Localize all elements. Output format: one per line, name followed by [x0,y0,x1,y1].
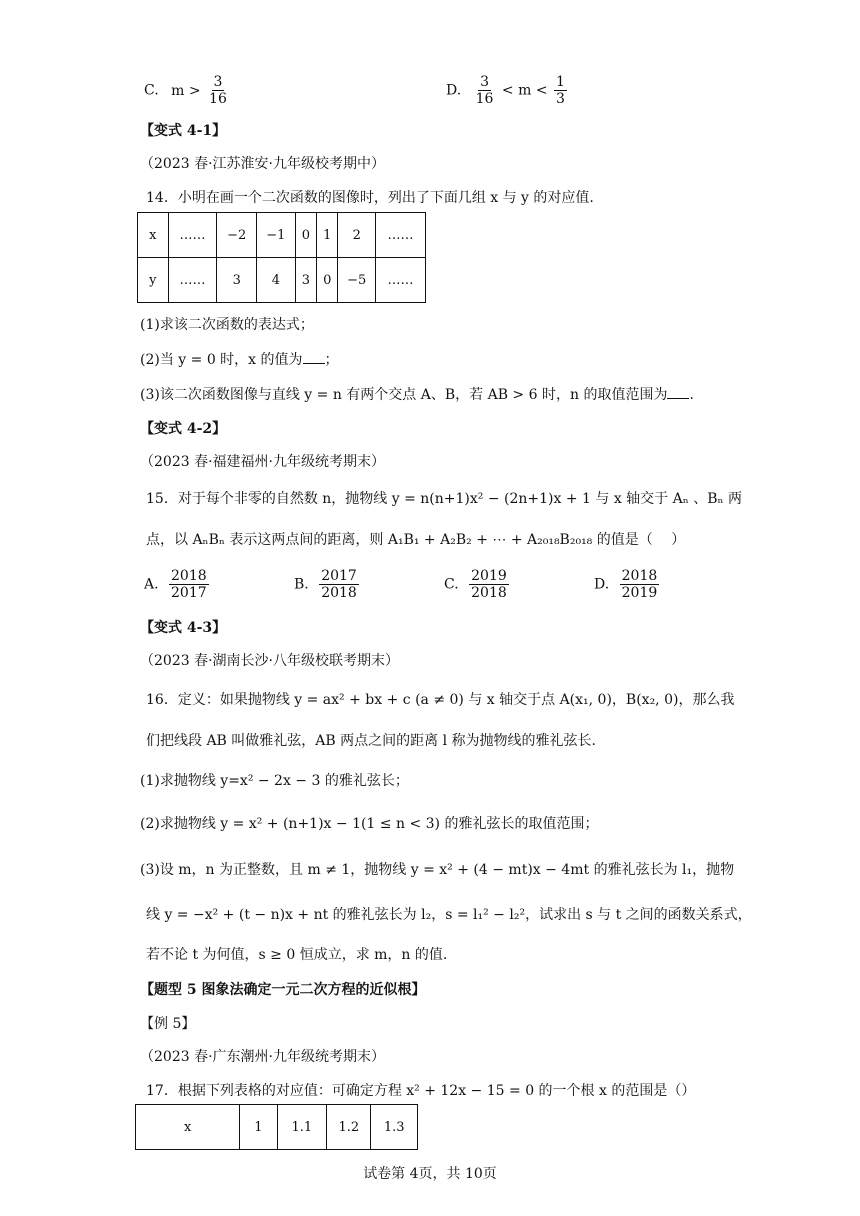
source-note: （2023 春·湖南长沙·八年级校联考期末） [140,653,399,669]
table-cell: x [138,213,169,258]
question-16-line-1: 16．定义：如果抛物线 y = ax² + bx + c (a ≠ 0) 与 x 轴交于点 A(x₁, 0)，B(x₂, 0)，那么我 [146,692,735,708]
denominator: 2017 [171,585,207,602]
option-letter: C. [444,576,459,593]
table-cell: 1.3 [371,1105,418,1150]
question-15-line-1: 15．对于每个非零的自然数 n，抛物线 y = n(n+1)x² − (2n+1)x + 1 与 x 轴交于 Aₙ 、Bₙ 两 [146,491,743,507]
table-cell: y [138,258,169,303]
question-14-stem: 14．小明在画一个二次函数的图像时，列出了下面几组 x 与 y 的对应值. [146,190,594,206]
table-cell: 1.1 [277,1105,327,1150]
source-note: （2023 春·福建福州·九年级统考期末） [140,454,385,470]
option-expr: < m < [501,82,548,99]
table-cell: −1 [257,213,296,258]
option-expr: m > [171,82,201,99]
fraction [169,568,209,601]
table-cell: 1.2 [327,1105,371,1150]
q14-part-2 [140,349,339,369]
numerator: 3 [213,74,223,90]
numerator: 1 [556,74,565,90]
q14-part-3 [140,384,694,404]
table-cell: 1 [317,213,338,258]
table-cell: …… [376,213,426,258]
table-cell: 3 [217,258,257,303]
denominator: 16 [209,91,227,108]
q14-part-3-end: . [689,387,694,403]
variant-heading: 【变式 4-3】 [140,620,227,636]
q15-option-a [144,568,211,601]
answer-blank [667,386,689,399]
table-cell: 0 [295,213,316,258]
q17-table [135,1104,418,1150]
q14-part-2-end: ； [324,352,339,368]
question-17-stem: 17．根据下列表格的对应值：可确定方程 x² + 12x − 15 = 0 的一个根 x 的范围是（） [146,1083,696,1099]
q15-option-b [294,568,361,601]
table-cell: …… [376,258,426,303]
numerator: 3 [480,74,490,90]
numerator: 2018 [621,568,658,584]
denominator: 2018 [321,585,357,602]
table-cell: −5 [338,258,376,303]
table-cell: 0 [317,258,338,303]
variant-heading: 【变式 4-1】 [140,123,227,139]
fraction [469,568,509,601]
option-d-top [446,74,569,107]
q16-part-3-line-2: 线 y = −x² + (t − n)x + nt 的雅礼弦长为 l₂，s = l₁² − l₂²，试求出 s 与 t 之间的函数关系式， [146,907,752,923]
option-c-top [144,74,231,107]
table-row [138,258,426,303]
fraction [620,568,660,601]
q16-part-3-line-3: 若不论 t 为何值，s ≥ 0 恒成立，求 m，n 的值. [146,947,448,963]
denominator: 3 [556,91,565,108]
q15-option-d [594,568,661,601]
q16-part-3-line-1: (3)设 m，n 为正整数，且 m ≠ 1，抛物线 y = x² + (4 − mt)x − 4mt 的雅礼弦长为 l₁，抛物 [140,862,735,878]
source-note: （2023 春·江苏淮安·九年级校考期中） [140,156,385,172]
option-letter: D. [446,82,462,99]
q14-part-1: (1)求该二次函数的表达式； [140,317,314,333]
denominator: 2019 [621,585,658,602]
fraction [554,74,567,107]
variant-heading: 【变式 4-2】 [140,421,227,437]
table-cell: 1 [240,1105,277,1150]
numerator: 2019 [471,568,507,584]
denominator: 2018 [471,585,507,602]
table-cell: x [136,1105,240,1150]
table-cell: …… [168,213,217,258]
table-cell: 3 [295,258,316,303]
option-letter: C. [144,82,159,99]
table-row [136,1105,418,1150]
numerator: 2018 [171,568,207,584]
source-note: （2023 春·广东潮州·九年级统考期末） [140,1049,385,1065]
denominator: 16 [475,91,494,108]
answer-blank [303,351,325,364]
page-footer: 试卷第 4页，共 10页 [363,1166,497,1182]
table-cell: 2 [338,213,376,258]
example-heading: 【例 5】 [140,1016,196,1032]
table-cell: 4 [257,258,296,303]
q14-part-3-text: (3)该二次函数图像与直线 y = n 有两个交点 A、B，若 AB > 6 时，n 的取值范围为 [140,387,668,403]
q15-option-c [444,568,511,601]
topic-heading: 【题型 5 图象法确定一元二次方程的近似根】 [140,982,426,998]
table-row [138,213,426,258]
q14-part-2-text: (2)当 y = 0 时，x 的值为 [140,352,303,368]
option-letter: B. [294,576,309,593]
question-16-line-2: 们把线段 AB 叫做雅礼弦，AB 两点之间的距离 l 称为抛物线的雅礼弦长. [146,733,596,749]
table-cell: …… [168,258,217,303]
q14-table [137,212,426,303]
q16-part-1: (1)求抛物线 y=x² − 2x − 3 的雅礼弦长； [140,773,409,789]
fraction [207,74,229,107]
option-letter: D. [594,576,610,593]
question-15-line-2: 点，以 AₙBₙ 表示这两点间的距离，则 A₁B₁ + A₂B₂ + ⋯ + A₂₀₁₈B₂₀₁₈ 的值是（ ） [146,532,686,548]
numerator: 2017 [321,568,357,584]
fraction [319,568,359,601]
option-letter: A. [144,576,159,593]
table-cell: −2 [217,213,257,258]
fraction [474,74,496,107]
q16-part-2: (2)求抛物线 y = x² + (n+1)x − 1(1 ≤ n < 3) 的雅礼弦长的取值范围； [140,816,599,832]
